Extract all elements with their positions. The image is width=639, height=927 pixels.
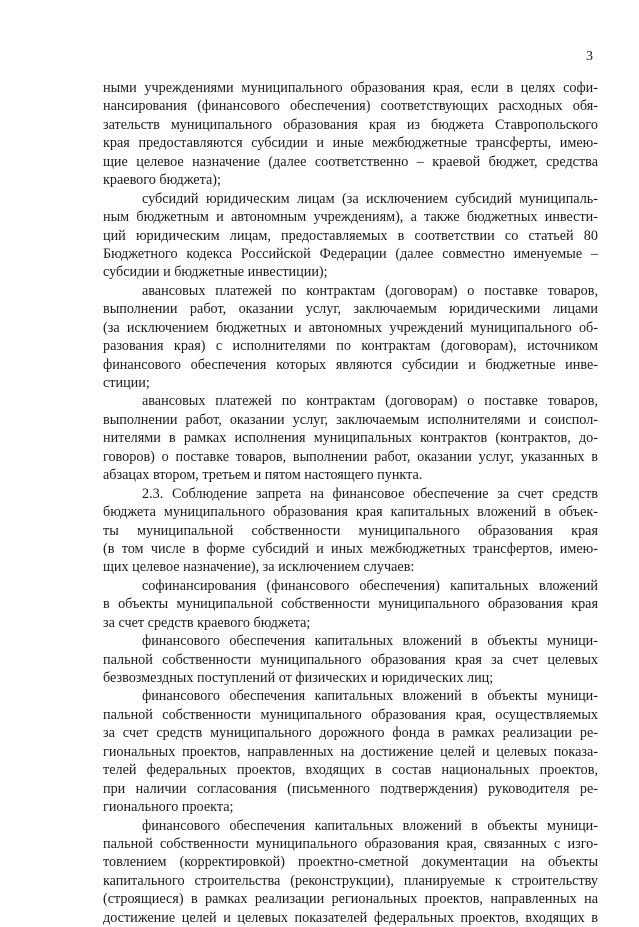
text-line: ным бюджетным и автономным учреждениям), а также бюджетных инвести- xyxy=(103,209,598,226)
text-line: финансового обеспечения капитальных вложений в объекты муници- xyxy=(142,688,598,705)
text-line: софинансирования (финансового обеспечения) капитальных вложений xyxy=(142,577,598,594)
text-line: достижение целей и целевых показателей федеральных проектов, входящих в xyxy=(103,909,598,926)
text-line: субсидий юридическим лицам (за исключением субсидий муниципаль- xyxy=(142,190,598,207)
text-line: выполнении работ, оказании услуг, заключаемым юридическими лицами xyxy=(103,301,598,318)
text-line: пальной собственности муниципального образования края, осуществляемых xyxy=(103,706,598,723)
text-line: финансового обеспечения которых являются субсидии и бюджетные инве- xyxy=(103,356,598,373)
text-line: товлением (корректировкой) проектно-сметной документации на объекты xyxy=(103,854,598,871)
text-line: щие целевое назначение (далее соответственно – краевой бюджет, средства xyxy=(103,153,598,170)
text-line: финансового обеспечения капитальных вложений в объекты муници- xyxy=(142,633,598,650)
text-line: в объекты муниципальной собственности муниципального образования края xyxy=(103,596,598,613)
text-line: ций юридическим лицам, предоставляемых в соответствии со статьей 80 xyxy=(103,227,598,244)
text-line: авансовых платежей по контрактам (договорам) о поставке товаров, xyxy=(142,393,598,410)
text-line: за счет средств краевого бюджета; xyxy=(103,614,311,631)
text-line: за счет средств муниципального дорожного фонда в рамках реализации ре- xyxy=(103,725,598,742)
text-line: пальной собственности муниципального образования края, связанных с изго- xyxy=(103,835,598,852)
text-line: стиции; xyxy=(103,375,150,391)
text-line: говоров) о поставке товаров, выполнении работ, оказании услуг, указанных в xyxy=(103,448,598,465)
text-line: при наличии согласования (письменного подтверждения) руководителя ре- xyxy=(103,780,598,797)
text-line: субсидии и бюджетные инвестиции); xyxy=(103,264,328,281)
text-line: капитального строительства (реконструкции), планируемые к строительству xyxy=(103,872,598,889)
text-line: выполнении работ, оказании услуг, заключаемым исполнителями и соиспол- xyxy=(103,411,598,428)
text-line: 2.3. Соблюдение запрета на финансовое обеспечение за счет средств xyxy=(142,485,598,502)
text-line: зательств муниципального образования края из бюджета Ставропольского xyxy=(103,116,598,133)
text-line: гионального проекта; xyxy=(103,799,234,816)
text-line: Бюджетного кодекса Российской Федерации (далее совместно именуемые – xyxy=(103,245,598,262)
text-line: ты муниципальной собственности муниципального образования края xyxy=(103,522,598,539)
text-line: бюджета муниципального образования края капитальных вложений в объек- xyxy=(103,504,598,521)
text-line: (строящиеся) в рамках реализации региональных проектов, направленных на xyxy=(103,891,598,908)
text-line: безвозмездных поступлений от физических и юридических лиц; xyxy=(103,670,494,686)
text-line: пальной собственности муниципального образования края за счет целевых xyxy=(103,651,598,668)
text-line: нителями в рамках исполнения муниципальных контрактов (контрактов, до- xyxy=(103,430,598,447)
text-line: щих целевое назначение), за исключением случаев: xyxy=(103,559,415,576)
text-line: гиональных проектов, направленных на достижение целей и целевых показа- xyxy=(103,743,598,760)
text-line: авансовых платежей по контрактам (договорам) о поставке товаров, xyxy=(142,282,598,299)
text-line: (за исключением бюджетных и автономных учреждений муниципального об- xyxy=(103,319,598,336)
body-text xyxy=(103,79,598,927)
text-line: ными учреждениями муниципального образования края, если в целях софи- xyxy=(103,80,598,96)
text-line: финансового обеспечения капитальных вложений в объекты муници- xyxy=(142,817,598,834)
page-number: 3 xyxy=(586,49,593,64)
text-line: краевого бюджета); xyxy=(103,172,221,189)
text-line: телей федеральных проектов, входящих в состав национальных проектов, xyxy=(103,762,598,779)
text-line: (в том числе в форме субсидий и иных межбюджетных трансфертов, имею- xyxy=(103,540,598,557)
text-line: нансирования (финансового обеспечения) соответствующих расходных обя- xyxy=(103,98,598,115)
text-line: абзацах втором, третьем и пятом настоящего пункта. xyxy=(103,467,423,484)
text-line: разования края) с исполнителями по контрактам (договорам), источником xyxy=(103,338,598,355)
text-line: края предоставляются субсидии и иные межбюджетные трансферты, имею- xyxy=(103,135,598,152)
